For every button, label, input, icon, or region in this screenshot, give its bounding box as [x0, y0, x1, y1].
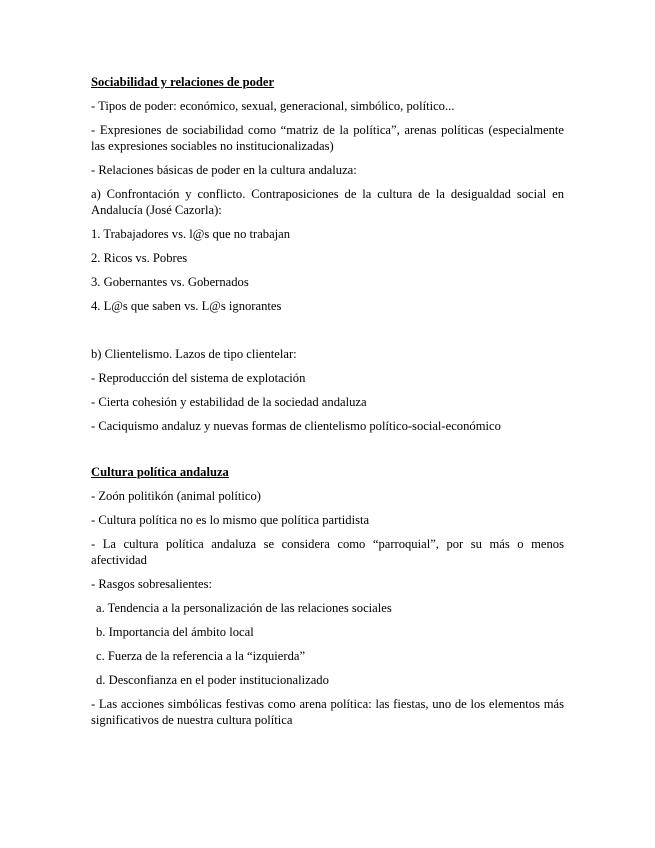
list-item: - Reproducción del sistema de explotación [91, 371, 306, 385]
list-item: d. Desconfianza en el poder institucionalizado [96, 673, 329, 687]
list-item: a) Confrontación y conflicto. Contraposiciones de la cultura de la desigualdad social en Andalucía (José Cazorla): [91, 187, 564, 217]
list-item: - Tipos de poder: económico, sexual, generacional, simbólico, político... [91, 99, 455, 113]
list-item: - Caciquismo andaluz y nuevas formas de clientelismo político-social-económico [91, 419, 501, 433]
list-item: 3. Gobernantes vs. Gobernados [91, 275, 249, 289]
list-item: - Las acciones simbólicas festivas como arena política: las fiestas, uno de los elementos más significativos de nuestra cultura política [91, 697, 564, 727]
list-item: b) Clientelismo. Lazos de tipo clientelar: [91, 347, 297, 361]
list-item: - Cierta cohesión y estabilidad de la sociedad andaluza [91, 395, 367, 409]
section-heading-sociabilidad: Sociabilidad y relaciones de poder [91, 75, 275, 89]
list-item: - Cultura política no es lo mismo que política partidista [91, 513, 370, 527]
list-item: 1. Trabajadores vs. l@s que no trabajan [91, 227, 291, 241]
document-body [91, 74, 564, 736]
list-item: - Rasgos sobresalientes: [91, 577, 213, 591]
spacer [91, 442, 564, 464]
list-item: 2. Ricos vs. Pobres [91, 251, 188, 265]
list-item: - Zoón politikón (animal político) [91, 489, 261, 503]
section-heading-cultura-politica: Cultura política andaluza [91, 465, 229, 479]
list-item: 4. L@s que saben vs. L@s ignorantes [91, 299, 282, 313]
list-item: - Expresiones de sociabilidad como “matriz de la política”, arenas políticas (especialmente las expresiones sociables no institucionalizadas) [91, 123, 564, 153]
spacer [91, 322, 564, 346]
list-item: b. Importancia del ámbito local [96, 625, 254, 639]
list-item: c. Fuerza de la referencia a la “izquierda” [96, 649, 306, 663]
list-item: - Relaciones básicas de poder en la cultura andaluza: [91, 163, 357, 177]
list-item: - La cultura política andaluza se considera como “parroquial”, por su más o menos afectividad [91, 537, 564, 567]
list-item: a. Tendencia a la personalización de las relaciones sociales [96, 601, 392, 615]
